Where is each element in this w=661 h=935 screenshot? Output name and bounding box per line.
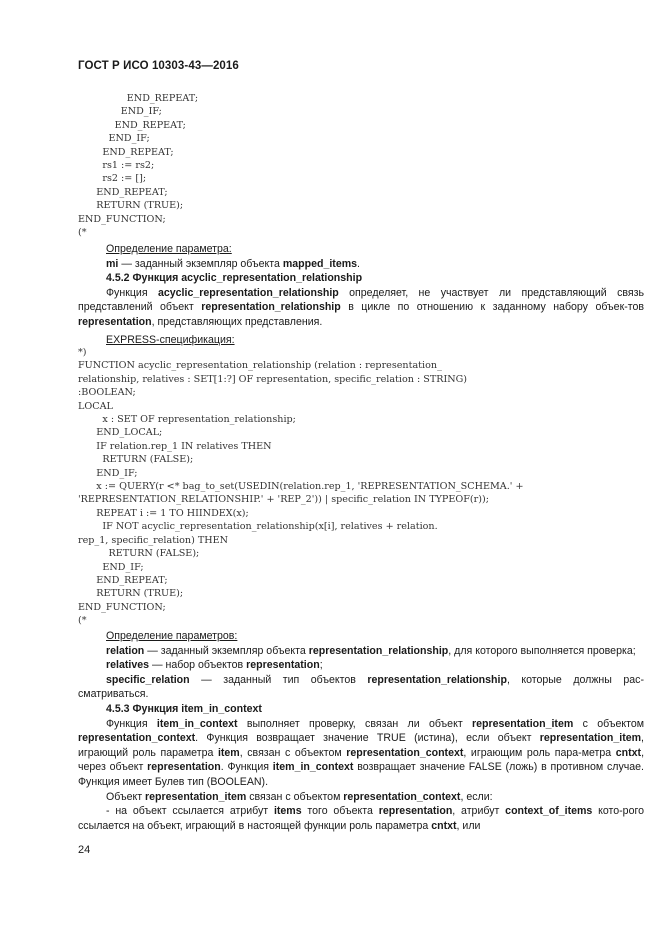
code-line: END_REPEAT;: [126, 93, 199, 104]
item-in-context-description: Функция item_in_context выполняет проверку, связан ли объект representation_item с объектом representation_context. Функция возвращает значение TRUE (истина), если объект representation_item, играющий роль параметра item, связан с объектом representation_context, играющим роль пара-метра cntxt, через объект representation. Функция item_in_context возвращает значение FALSE (ложь) в противном случае. Функция имеет Булев тип (BOOLEAN).: [78, 717, 645, 788]
code-line: *): [78, 347, 87, 358]
code-line: (*: [78, 615, 87, 627]
code-block-function: [78, 346, 524, 628]
param-specific-relation: specific_relation — заданный тип объектов representation_relationship, которые должны рас-сматриваться.: [78, 673, 645, 701]
express-heading: EXPRESS-спецификация:: [106, 333, 235, 346]
code-line: :BOOLEAN;: [78, 387, 136, 399]
param-relation: relation — заданный экземпляр объекта representation_relationship, для которого выполняется проверка;: [106, 644, 636, 657]
code-line: REPEAT i := 1 TO HIINDEX(x);: [96, 507, 249, 519]
code-line: RETURN (TRUE);: [96, 200, 184, 212]
code-line: rs1 := rs2;: [102, 160, 155, 172]
code-line: x : SET OF representation_relationship;: [102, 414, 296, 426]
code-line: LOCAL: [78, 400, 113, 412]
code-line: END_IF;: [102, 561, 144, 573]
code-line: END_IF;: [120, 106, 162, 118]
code-line: rs2 := [];: [102, 173, 147, 185]
code-line: END_IF;: [96, 467, 138, 479]
page-number: 24: [78, 844, 91, 856]
code-line: RETURN (FALSE);: [108, 548, 200, 560]
code-line: END_FUNCTION;: [78, 601, 166, 613]
page-header: ГОСТ Р ИСО 10303-43—2016: [78, 60, 239, 72]
function-description: Функция acyclic_representation_relationship определяет, не участвует ли представляющий связь представлений объект representation_relationship в цикле по отношению к заданному набору объек-тов representation, представляющих представления.: [78, 286, 644, 328]
code-line: END_IF;: [108, 133, 150, 145]
code-line: IF NOT acyclic_representation_relationship(x[i], relatives + relation.: [102, 521, 438, 533]
definition-heading: Определение параметра:: [106, 243, 232, 255]
subsection-heading-4-5-2: 4.5.2 Функция acyclic_representation_relationship: [106, 272, 363, 285]
code-line: IF relation.rep_1 IN relatives THEN: [96, 440, 272, 452]
code-line: (*: [78, 227, 87, 239]
code-line: END_FUNCTION;: [78, 213, 166, 225]
code-line: x := QUERY(r <* bag_to_set(USEDIN(relation.rep_1, 'REPRESENTATION_SCHEMA.' +: [96, 481, 524, 493]
definition-heading: Определение параметров:: [106, 630, 238, 642]
code-line: relationship, relatives : SET[1:?] OF representation, specific_relation : STRING): [78, 373, 468, 385]
param-relatives: relatives — набор объектов representation;: [106, 659, 323, 672]
code-line: 'REPRESENTATION_RELATIONSHIP.' + 'REP_2')) | specific_relation IN TYPEOF(r));: [78, 494, 489, 506]
code-line: END_LOCAL;: [96, 427, 163, 439]
section-parameters-definition: [78, 629, 644, 833]
code-line: FUNCTION acyclic_representation_relationship (relation : representation_: [78, 360, 442, 372]
code-line: END_REPEAT;: [96, 186, 168, 198]
code-line: END_REPEAT;: [96, 574, 168, 586]
code-line: rep_1, specific_relation) THEN: [78, 534, 229, 546]
code-block-continuation: [78, 92, 198, 239]
subsection-heading-4-5-3: 4.5.3 Функция item_in_context: [106, 702, 262, 715]
code-line: RETURN (FALSE);: [102, 454, 194, 466]
param-mi: mi: [106, 257, 119, 270]
code-line: END_REPEAT;: [102, 146, 174, 158]
code-line: END_REPEAT;: [114, 119, 186, 131]
code-line: RETURN (TRUE);: [96, 588, 184, 600]
context-condition-item: - на объект ссылается атрибут items того объекта representation, атрибут context_of_items кото-рого ссылается на объект, играющий в настоящей функции роль параметра cntxt, или: [78, 805, 644, 832]
section-mapped-items-definition: Определение параметра: mi — заданный экземпляр объекта mapped_items. 4.5.2 Функция acyclic_representation_relationship Функция acyclic_representation_relationship определяет, не участвует ли представляющий связь представлений объект representation_relationship в цикле по отношению к заданному набору объек-тов representation, представляющих представления. EXPRESS-спецификация:: [78, 243, 644, 346]
context-condition-intro: Объект representation_item связан с объектом representation_context, если:: [106, 790, 493, 803]
